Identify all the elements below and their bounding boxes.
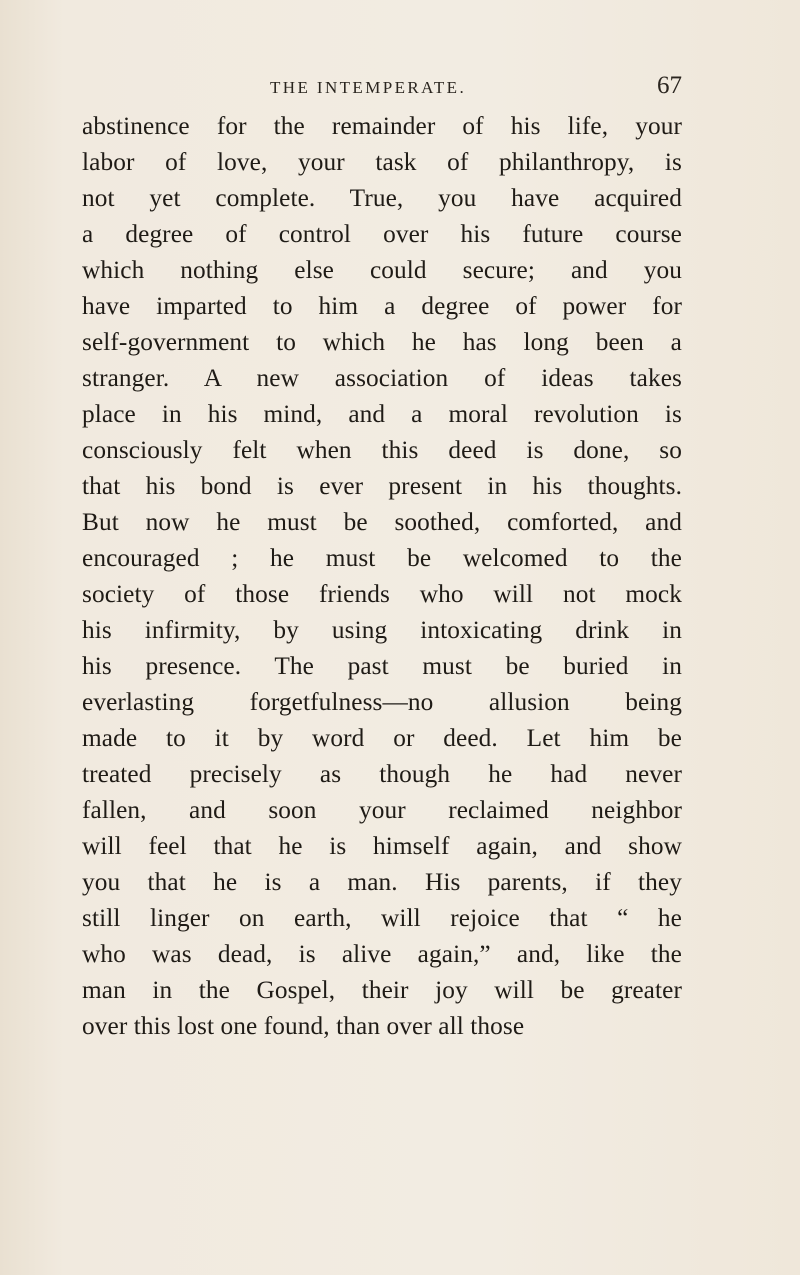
text-line: treated precisely as though he had never — [82, 760, 682, 788]
running-head — [82, 72, 682, 102]
text-line: society of those friends who will not mock — [82, 580, 682, 608]
text-line: fallen, and soon your reclaimed neighbor — [82, 796, 682, 824]
text-line: place in his mind, and a moral revolution is — [82, 400, 682, 428]
text-line: stranger. A new association of ideas takes — [82, 364, 682, 392]
text-line: who was dead, is alive again,” and, like the — [82, 940, 682, 968]
text-line: made to it by word or deed. Let him be — [82, 724, 682, 752]
text-line: not yet complete. True, you have acquired — [82, 184, 682, 212]
text-line: a degree of control over his future course — [82, 220, 682, 248]
text-line: over this lost one found, than over all those — [82, 1012, 525, 1040]
text-line: encouraged ; he must be welcomed to the — [82, 544, 682, 572]
text-line: everlasting forgetfulness—no allusion being — [82, 688, 682, 716]
text-line: consciously felt when this deed is done, so — [82, 436, 682, 464]
text-line: abstinence for the remainder of his life, your — [82, 112, 682, 140]
text-line: that his bond is ever present in his thoughts. — [82, 472, 682, 500]
text-line: his presence. The past must be buried in — [82, 652, 682, 680]
running-title: THE INTEMPERATE. — [270, 78, 467, 97]
body-text — [82, 108, 682, 1044]
text-line: you that he is a man. His parents, if they — [82, 868, 682, 896]
text-line: labor of love, your task of philanthropy, is — [82, 148, 682, 176]
text-line: still linger on earth, will rejoice that “ he — [82, 904, 682, 932]
text-line: have imparted to him a degree of power for — [82, 292, 682, 320]
text-line: which nothing else could secure; and you — [82, 256, 682, 284]
text-line: his infirmity, by using intoxicating drink in — [82, 616, 682, 644]
page-number: 67 — [657, 72, 682, 99]
text-line: will feel that he is himself again, and show — [82, 832, 682, 860]
text-line: man in the Gospel, their joy will be greater — [82, 976, 682, 1004]
text-line: self-government to which he has long been a — [82, 328, 682, 356]
text-line: But now he must be soothed, comforted, and — [82, 508, 682, 536]
